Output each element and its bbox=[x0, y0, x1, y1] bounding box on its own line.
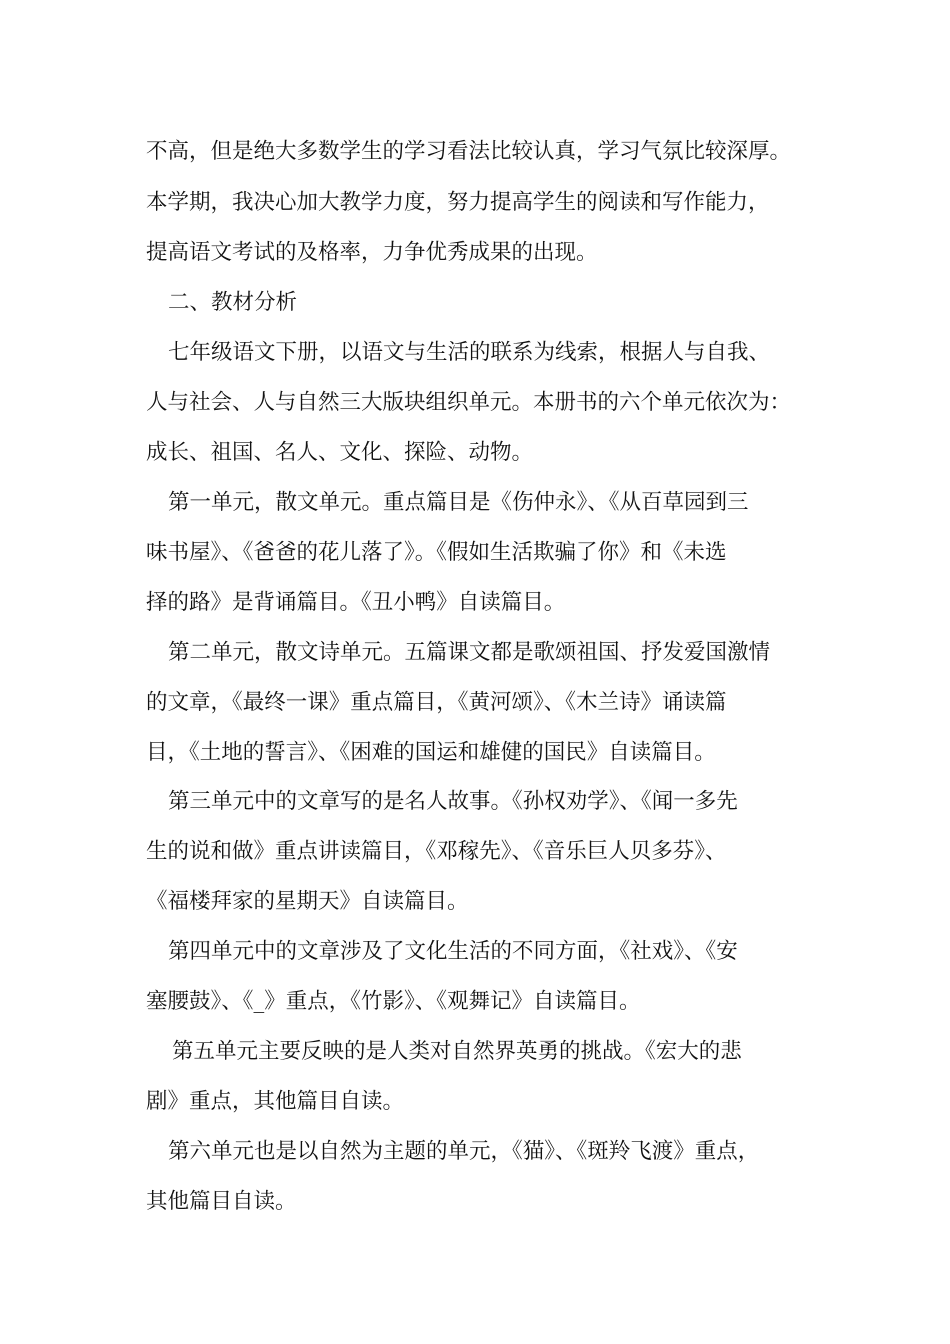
text-line-14: 第三单元中的文章写的是名人故事。《孙权劝学》、《闻一多先 bbox=[168, 789, 738, 814]
text-line-17: 第四单元中的文章涉及了文化生活的不同方面，《社戏》、《安 bbox=[168, 939, 738, 964]
text-line-10: 择的路》是背诵篇目。《丑小鸭》自读篇目。 bbox=[146, 590, 566, 615]
text-line-13: 目，《土地的誓言》、《困难的国运和雄健的国民》自读篇目。 bbox=[146, 740, 716, 765]
text-line-22: 其他篇目自读。 bbox=[146, 1189, 297, 1214]
text-line-21: 第六单元也是以自然为主题的单元，《猫》、《斑羚飞渡》重点， bbox=[168, 1139, 760, 1164]
text-line-8: 第一单元，散文单元。重点篇目是《伤仲永》、《从百草园到三 bbox=[168, 490, 749, 515]
text-line-15: 生的说和做》重点讲读篇目，《邓稼先》、《音乐巨人贝多芬》、 bbox=[146, 839, 727, 864]
text-line-20: 剧》重点，其他篇目自读。 bbox=[146, 1089, 405, 1114]
text-line-18: 塞腰鼓》、《_》重点，《竹影》、《观舞记》自读篇目。 bbox=[146, 989, 641, 1014]
text-line-6: 人与社会、人与自然三大版块组织单元。本册书的六个单元依次为： bbox=[146, 390, 792, 415]
section-heading: 二、教材分析 bbox=[168, 290, 298, 315]
text-line-5: 七年级语文下册，以语文与生活的联系为线索，根据人与自我、 bbox=[168, 340, 771, 365]
text-line-11: 第二单元，散文诗单元。五篇课文都是歌颂祖国、抒发爱国激情 bbox=[168, 640, 771, 665]
text-line-19: 第五单元主要反映的是人类对自然界英勇的挑战。《宏大的悲 bbox=[172, 1039, 742, 1064]
text-line-2: 本学期，我决心加大教学力度，努力提高学生的阅读和写作能力， bbox=[146, 190, 770, 215]
text-line-1: 不高，但是绝大多数学生的学习看法比较认真，学习气氛比较深厚。 bbox=[146, 139, 792, 164]
text-line-16: 《福楼拜家的星期天》自读篇目。 bbox=[146, 889, 469, 914]
text-line-9: 味书屋》、《爸爸的花儿落了》。《假如生活欺骗了你》和《未选 bbox=[146, 540, 727, 565]
text-line-12: 的文章，《最终一课》重点篇目，《黄河颂》、《木兰诗》诵读篇 bbox=[146, 690, 727, 715]
text-line-7: 成长、祖国、名人、文化、探险、动物。 bbox=[146, 440, 534, 465]
text-line-3: 提高语文考试的及格率，力争优秀成果的出现。 bbox=[146, 240, 598, 265]
